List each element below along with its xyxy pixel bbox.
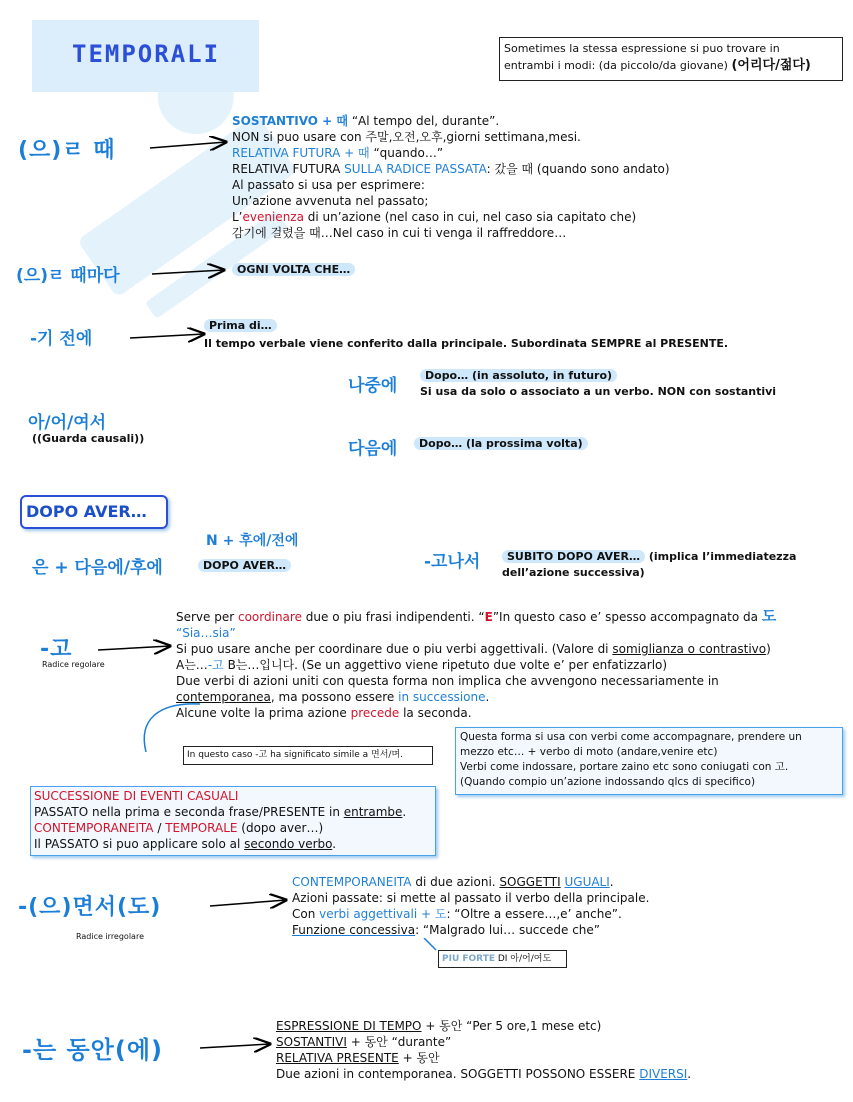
s6-text — [414, 436, 588, 452]
s1-line7-b: evenienza — [242, 210, 304, 224]
s10-heading: SUCCESSIONE DI EVENTI CASUALI — [34, 789, 239, 803]
s10-line3-b: / — [153, 821, 166, 835]
heading-daeume: 다음에 — [348, 439, 398, 459]
s9-info-line4: (Quando compio un’azione indossando qlcs di specifico) — [460, 776, 756, 788]
heading-najunge: 나중에 — [348, 376, 398, 396]
s1-line6: Un’azione avvenuta nel passato; — [232, 194, 429, 208]
s9-line1-f: 도 — [761, 607, 777, 625]
s1-line2: NON si puo usare con 주말,오전,오후,giorni settimana,mesi. — [232, 130, 581, 144]
s9-line1-a: Serve per — [176, 610, 238, 624]
s1-line4-a: RELATIVA FUTURA — [232, 162, 345, 176]
s12-line3-a: RELATIVA PRESENTE — [276, 1051, 399, 1065]
s10-line4-b: secondo verbo — [244, 837, 333, 851]
heading-goneaseo: -고나서 — [424, 552, 481, 572]
s1-line4-c: : 갔을 때 (quando sono andato) — [486, 162, 670, 176]
top-note-line2-text: entrambi i modi: (da piccolo/da giovane) — [504, 59, 728, 72]
s11-line1-f: . — [609, 875, 614, 889]
top-note-line2 — [504, 57, 838, 74]
s9-line3-b: somiglianza o contrastivo — [612, 642, 767, 656]
s10-line2-a: PASSATO nella prima e seconda frase/PRESENTE in — [34, 805, 344, 819]
s3-text — [204, 318, 728, 352]
s11-line3-c: : “Oltre a essere…,e’ anche”. — [446, 907, 622, 921]
top-note-line1: Sometimes la stessa espressione si puo trovare in — [504, 42, 780, 55]
dopo-aver-box: DOPO AVER… — [20, 495, 168, 529]
s9-line6-b: , ma possono essere — [270, 690, 399, 704]
heading-gi-jeone: -기 전에 — [30, 329, 93, 349]
s3-line2: Il tempo verbale viene conferito dalla principale. Subordinata SEMPRE al PRESENTE. — [204, 337, 729, 350]
heading-ttaemada: (으)ㄹ 때마다 — [16, 266, 120, 286]
s12-line2-b: + 동안 “durante” — [346, 1035, 452, 1049]
s9-line4-a: A는… — [176, 658, 208, 672]
s7-highlight: DOPO AVER… — [198, 559, 291, 572]
s1-line1-tag: SOSTANTIVO + 때 — [232, 114, 349, 128]
s9-line6-d: . — [485, 690, 490, 704]
s12-line1-a: ESPRESSIONE DI TEMPO — [276, 1019, 422, 1033]
s11-note-box — [438, 950, 567, 968]
s11-line3-b: verbi aggettivali + 도 — [319, 907, 447, 921]
s10-line4-c: . — [332, 837, 337, 851]
s9-line1-d: E — [484, 610, 493, 624]
s12-line4-c: . — [687, 1067, 692, 1081]
s4-text — [420, 368, 776, 400]
s11-line1-e: UGUALI — [564, 875, 610, 889]
s10-line3-a: CONTEMPORANEITA — [34, 821, 154, 835]
top-note — [499, 37, 843, 81]
s6-highlight: Dopo… (la prossima volta) — [414, 437, 588, 450]
s12-line4-a: Due azioni in contemporanea. SOGGETTI POSSONO ESSERE — [276, 1067, 640, 1081]
section1-text — [232, 113, 670, 241]
s9-line5: Due verbi di azioni uniti con questa forma non implica che avvengono necessariamente in — [176, 674, 719, 688]
page-title: TEMPORALI — [72, 40, 221, 68]
s11-note-a: PIU FORTE — [442, 954, 495, 964]
s3-highlight: Prima di… — [204, 319, 277, 332]
s4-line2: Si usa da solo o associato a un verbo. NON con sostantivi — [420, 385, 777, 398]
s9-line1-c: due o piu frasi indipendenti. “ — [301, 610, 485, 624]
s9-info-line1: Questa forma si usa con verbi come accompagnare, prendere un — [460, 731, 802, 743]
s9-line2: “Sia…sia” — [176, 626, 236, 640]
s8-highlight: SUBITO DOPO AVER… — [502, 550, 645, 563]
s11-connector — [420, 938, 440, 952]
s9-line4-b: -고 — [207, 658, 224, 672]
arrow-3 — [128, 324, 208, 344]
s2-text — [232, 262, 355, 278]
s9-line3-a: Si puo usare anche per coordinare due o piu verbi aggettivali. (Valore di — [176, 642, 613, 656]
s1-line5: Al passato si usa per esprimere: — [232, 178, 425, 192]
s9-info-line2: mezzo etc… + verbo di moto (andare,venire etc) — [460, 746, 718, 758]
s10-line2-c: . — [402, 805, 407, 819]
s9-note-box — [183, 746, 433, 765]
heading-myeonseo: -(으)면서(도) — [18, 895, 162, 920]
heading-eul-ttae: (으)ㄹ 때 — [18, 138, 116, 163]
s9-line6-a: contemporanea — [176, 690, 271, 704]
s9-sub: Radice regolare — [42, 660, 105, 669]
s12-line3-b: + 동안 — [398, 1051, 440, 1065]
s11-line1-b: di due azioni. — [411, 875, 500, 889]
s11-sub: Radice irregolare — [76, 932, 144, 941]
s8-text — [502, 549, 796, 581]
s11-text — [292, 874, 649, 938]
s9-line7-c: la seconda. — [399, 706, 472, 720]
s9-text — [176, 608, 776, 721]
s9-line1-b: coordinare — [237, 610, 302, 624]
s7-tag — [198, 558, 291, 574]
heading-go: -고 — [40, 637, 73, 662]
s1-line4-b: SULLA RADICE PASSATA — [344, 162, 487, 176]
s9-line4-c: B는…입니다. (Se un aggettivo viene ripetuto due volte e’ per enfatizzarlo) — [223, 658, 668, 672]
s9-line7-b: precede — [350, 706, 400, 720]
heading-aeoyeoseo: 아/어/여서 — [28, 413, 107, 433]
s10-box — [30, 786, 436, 856]
s11-line3-a: Con — [292, 907, 320, 921]
s1-line8: 감기에 걸렸을 때…Nel caso in cui ti venga il raffreddore… — [232, 226, 567, 240]
s9-line1-e: ”In questo caso e’ spesso accompagnato da — [492, 610, 762, 624]
s1-line3-text: “quando…” — [369, 146, 444, 160]
s12-line2-a: SOSTANTIVI — [276, 1035, 347, 1049]
heading-daeume-hue: 은 + 다음에/후에 — [32, 558, 163, 578]
arrow-11 — [208, 890, 290, 914]
s12-line4-b: DIVERSI — [639, 1067, 688, 1081]
s9-note: In questo caso -고 ha significato simile a 면서/며. — [187, 750, 404, 760]
s12-line1-b: + 동안 “Per 5 ore,1 mese etc) — [421, 1019, 602, 1033]
s12-text — [276, 1018, 691, 1082]
s11-line4-a: Funzione concessiva — [292, 923, 416, 937]
s11-line1-c: SOGGETTI — [499, 875, 561, 889]
s9-info-line3: Verbi come indossare, portare zaino etc sono coniugati con 고. — [460, 761, 789, 773]
arrow-2 — [150, 262, 228, 282]
s1-line7-c: di un’azione (nel caso in cui, nel caso sia capitato che) — [303, 210, 637, 224]
s9-line3-c: ) — [766, 642, 771, 656]
s11-note-b: DI 아/어/여도 — [495, 954, 552, 964]
s10-line4-a: Il PASSATO si puo applicare solo al — [34, 837, 245, 851]
s8-line1-b: (implica l’immediatezza — [645, 550, 797, 563]
s1-line7-a: L’ — [232, 210, 243, 224]
s2-highlight: OGNI VOLTA CHE… — [232, 263, 355, 276]
top-note-korean: (어리다/젊다) — [731, 58, 811, 73]
s5-sub: ((Guarda causali)) — [32, 432, 145, 445]
s1-line1-text: “Al tempo del, durante”. — [348, 114, 500, 128]
s9-line6-c: in successione — [398, 690, 486, 704]
arrow-1 — [148, 136, 230, 156]
arrow-9 — [96, 638, 174, 658]
s8-line2: dell’azione successiva) — [502, 566, 645, 579]
s4-highlight: Dopo… (in assoluto, in futuro) — [420, 369, 617, 382]
s10-line3-c: TEMPORALE — [165, 821, 238, 835]
s11-line2: Azioni passate: si mette al passato il verbo della principale. — [292, 891, 650, 905]
s11-line4-b: : “Malgrado lui… succede che” — [415, 923, 600, 937]
s7-n-label: N + 후에/전에 — [206, 533, 299, 549]
s9-info-box — [455, 727, 843, 795]
arrow-12 — [198, 1036, 274, 1056]
s10-line3-d: (dopo aver…) — [237, 821, 324, 835]
s1-line3-tag: RELATIVA FUTURA + 때 — [232, 146, 370, 160]
s11-line1-a: CONTEMPORANEITA — [292, 875, 412, 889]
s10-line2-b: entrambe — [343, 805, 403, 819]
s9-line7-a: Alcune volte la prima azione — [176, 706, 351, 720]
heading-dongan: -는 동안(에) — [22, 1036, 163, 1064]
